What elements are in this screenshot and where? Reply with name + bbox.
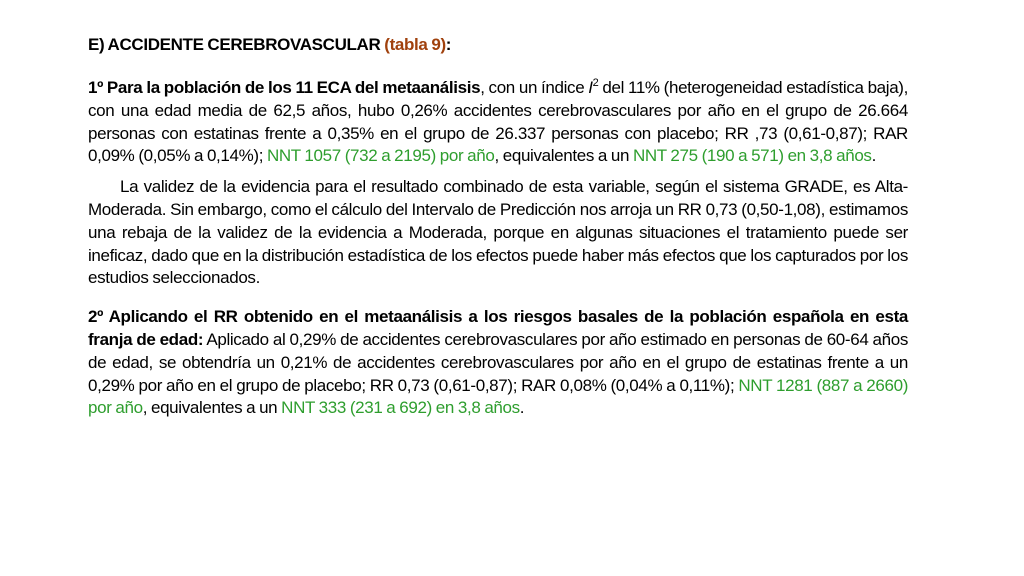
paragraph-spanish-population-lead: 2º Aplicando el RR obtenido en el metaanálisis a los riesgos basales de la población española en esta franja de edad: (88, 307, 908, 349)
paragraph-meta-analysis-text-3: , equivalentes a un (494, 146, 633, 166)
paragraph-spanish-population-text-2: , equivalentes a un (142, 398, 282, 418)
heading-text: E) ACCIDENTE CEREBROVASCULAR (88, 35, 381, 54)
nnt-3-8-years: NNT 275 (190 a 571) en 3,8 años (632, 146, 872, 166)
heading-colon: : (445, 35, 452, 54)
paragraph-spanish-population-text-3: . (519, 398, 525, 418)
paragraph-meta-analysis (88, 77, 908, 168)
paragraph-spanish-population-text-1: Aplicado al 0,29% de accidentes cerebrovasculares por año estimado en personas de 60-64 años de edad, se obtendría un 0,21% de accidentes cerebrovasculares por año en el grupo de estatinas frente a un 0,29% por año en el grupo de placebo; RR 0,73 (0,61-0,87); RAR 0,08% (0,04% a 0,11%); (88, 329, 909, 395)
nnt-3-8-years-spain: NNT 333 (231 a 692) en 3,8 años (281, 398, 520, 418)
nnt-per-year-spain: NNT 1281 (887 a 2660) por año (88, 375, 909, 418)
nnt-per-year: NNT 1057 (732 a 2195) por año (266, 146, 495, 166)
section-heading (88, 34, 908, 56)
paragraph-meta-analysis-lead: 1º Para la población de los 11 ECA del metaanálisis (88, 78, 481, 97)
paragraph-meta-analysis-text-4: . (871, 146, 876, 166)
slide-content (88, 34, 908, 420)
paragraph-meta-analysis-text-1: , con un índice (480, 78, 589, 97)
paragraph-meta-analysis-text-2: del 11% (heterogeneidad estadística baja), con una edad media de 62,5 años, hubo 0,26% accidentes cerebrovasculares por año en el grupo de 26.664 personas con estatinas frente a 0,35% en el grupo de 26.337 personas con placebo; RR ,73 (0,61-0,87); RAR 0,09% (0,05% a 0,14%); (88, 78, 908, 166)
heterogeneity-index-superscript: 2 (592, 77, 599, 89)
paragraph-spanish-population (88, 306, 908, 420)
heterogeneity-index-variable: I (588, 78, 593, 97)
paragraph-evidence-validity: La validez de la evidencia para el resultado combinado de esta variable, según el sistema GRADE, es Alta-Moderada. Sin embargo, como el cálculo del Intervalo de Predicción nos arroja un RR 0,73 (0,50-1,08), estimamos una rebaja de la validez de la evidencia a Moderada, porque en algunas situaciones el tratamiento puede ser ineficaz, dado que en la distribución estadística de los efectos puede haber más efectos que los capturados por los estudios seleccionados. (88, 177, 908, 288)
heading-table-reference: (tabla 9) (384, 35, 446, 54)
